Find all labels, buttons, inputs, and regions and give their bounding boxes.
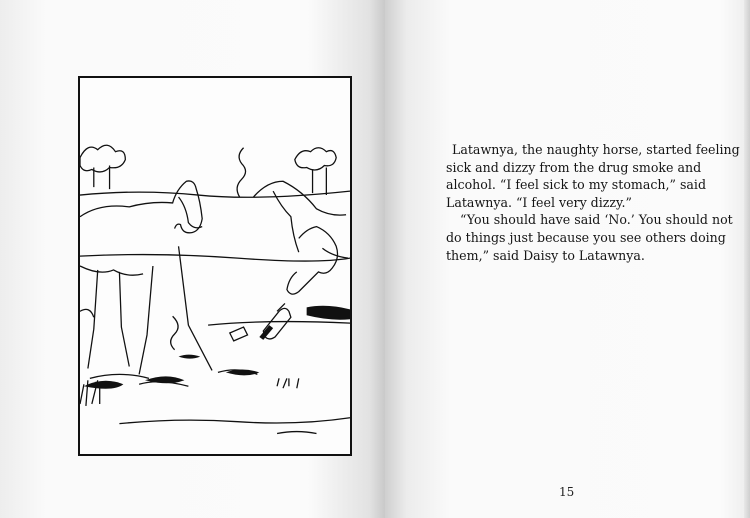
horses-illustration	[78, 76, 352, 456]
story-paragraph-1: Latawnya, the naughty horse, started feeling sick and dizzy from the drug smoke and alcohol. “I feel sick to my stomach,” said Latawnya. “I feel very dizzy.”	[446, 142, 740, 210]
story-text	[446, 141, 746, 264]
story-paragraph-2: “You should have said ‘No.’ You should not do things just because you see others doing them,” said Daisy to Latawnya.	[446, 212, 733, 263]
illustration-drawing	[80, 78, 350, 454]
page-number: 15	[559, 485, 575, 499]
